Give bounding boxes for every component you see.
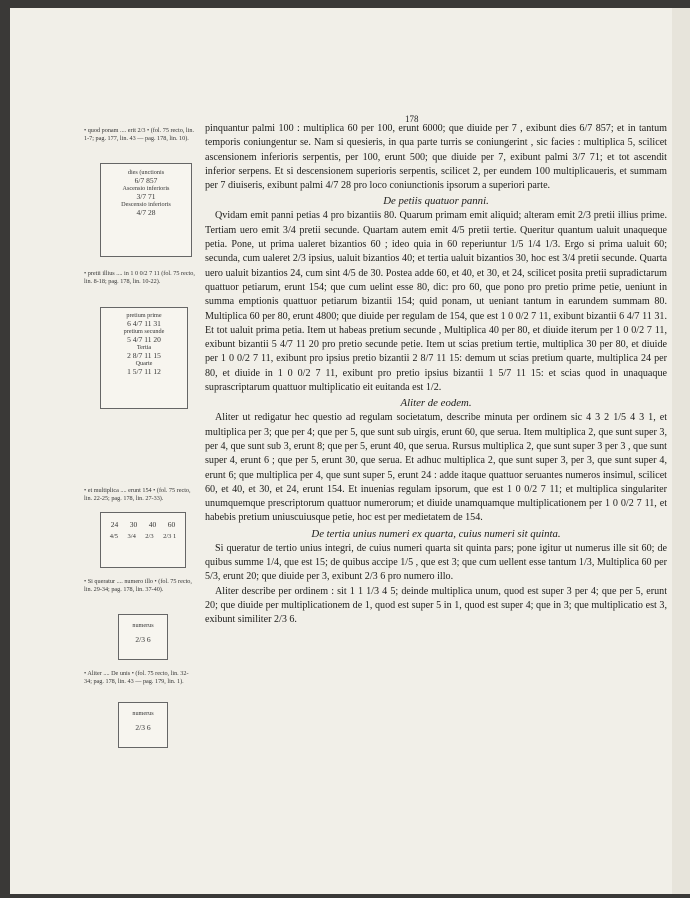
box-value: 3/7 71: [136, 192, 156, 201]
box-value: 2/3: [145, 533, 154, 540]
box-label: dies (unctionis: [127, 169, 165, 176]
box-value: 1 5/7 11 12: [127, 367, 161, 376]
box-value: 2/3 6: [135, 723, 151, 732]
margin-note: • Si queratur .... numero illo • (fol. 75 recto, lin. 29-34; pag. 178, lin. 37-40).: [84, 578, 192, 594]
box-value: 3/4: [127, 533, 136, 540]
paragraph: Aliter describe per ordinem : sit 1 1 1/3 4 5; deinde multiplica unum, quod est super 3 per 4; que per 5, erunt 20; que diuide per multiplicationem de 1, quod est super 5 in 1, quod est super 4; que in 3; que multiplicatio est 3, exibunt similiter 2/3 6.: [205, 585, 667, 626]
paragraph: pinquantur palmi 100 : multiplica 60 per 100, erunt 6000; que diuide per 7 , exibunt dies 6/7 857; et in tantum temporis coniungentur se. Nam si quesieris, in qua parte turris se coniungerint , sic facies : multiplica 5, scilicet ascensionem inferioris serpentis, per 100, erunt 500; que diuide per 7, exibunt palmi 3/7 71; et tot ascendit inferior serpens. Et si descensionem superioris serpentis, scilicet 2, per eundem 100 multiplicaueris, et summam per 7 diuiseris, exibunt palmi 4/7 28 pro loco coniunctionis ipsorum a superiori parte.: [205, 123, 667, 192]
box-label: Tertia: [136, 344, 152, 351]
section-heading: De tertia unius numeri ex quarta, cuius numeri sit quinta.: [311, 527, 561, 540]
box-value: 60: [167, 520, 176, 529]
margin-note: • Aliter .... De unis • (fol. 75 recto, lin. 32-34; pag. 178, lin. 43 — pag. 179, lin. 1).: [84, 670, 189, 686]
box-label: pretium secunde: [123, 328, 165, 335]
box-value: 24: [110, 520, 119, 529]
box-value: 6/7 857: [134, 176, 158, 185]
computation-box: [100, 163, 192, 257]
box-value: 30: [129, 520, 138, 529]
paragraph: Aliter ut redigatur hec questio ad regulam societatum, describe minuta per ordinem sic 4 3 2 1/5 4 3 1, et multiplica per 3; que per 4; que per 5, que sunt sub uirgis, erunt 60, que serua. Item multiplica 2, que sunt super 3, per 4, que sunt sub 3, erunt 8; que per 5, erunt 40, que serua. Rursus multiplica 2, que sunt super 3 per 3 , que sunt super 4, erunt 6 ; que per 5, erunt 30, que serua. Et adhuc multiplica 2, que sunt super 3, per 3, que sunt super 4, erunt 6; que multiplica per 4, que sunt super 5, erunt 24 : adde itaque quattuor seruantes numeros insimul, scilicet 60, et 40, et 30, et 24, erunt 154. Et inuenias regulam ipsorum, que est 1 0 0/2 7 11; et multiplica singulariter unumquemque prescriptorum quattuor numerorum; et diuide unamquamque multiplicationem per 1 0 0/2 7 11, et habebis pretium uniuscuiusque petie, hoc est per medietatem de 154.: [205, 412, 667, 524]
page-edge: [672, 8, 690, 894]
computation-box: [100, 307, 188, 409]
section-heading: Aliter de eodem.: [400, 397, 472, 410]
box-value: 2/3 6: [135, 635, 151, 644]
box-value: 2 8/7 11 15: [127, 351, 161, 360]
box-label: numerus: [132, 710, 154, 717]
box-label: Quarte: [135, 360, 153, 367]
section-heading: De petiis quatuor panni.: [383, 195, 489, 208]
margin-note: • et multiplica .... erunt 154 • (fol. 75 recto, lin. 22-25; pag. 178, lin. 27-33).: [84, 487, 191, 503]
box-label: pretium prime: [126, 312, 162, 319]
box-value: 40: [148, 520, 157, 529]
box-label: numerus: [132, 622, 154, 629]
box-value: 6 4/7 11 31: [127, 319, 161, 328]
box-label: Descensio inferioris: [121, 201, 171, 208]
margin-note: • quod ponam .... erit 2/3 • (fol. 75 recto, lin. 1-7; pag. 177, lin. 43 — pag. 178, lin. 10).: [84, 127, 195, 143]
computation-box: [100, 512, 186, 568]
box-value: 4/7 28: [136, 208, 156, 217]
paragraph: Si queratur de tertio unius integri, de cuius numeri quarta sit quinta pars; pone igitur ut numerus ille sit 60; de quibus summe 1/4, que est 15; de quibus accipe 1/5 , que est 3; que cum uellent esse tantum 1/3, Multiplica 60 per 5/3, erunt 20; que diuide per 3, exibunt 2/3 6 pro numero illo.: [205, 542, 667, 583]
computation-box: [118, 702, 168, 748]
box-label: Ascensio inferioris: [122, 185, 170, 192]
box-value: 2/3 1: [163, 533, 177, 540]
main-text: [205, 122, 667, 628]
margin-note: • pretii illius .... in 1 0 0/2 7 11 (fol. 75 recto, lin. 8-18; pag. 178, lin. 10-22).: [84, 270, 195, 286]
box-value: 4/5: [109, 533, 119, 540]
paragraph: Qvidam emit panni petias 4 pro bizantiis 80. Quarum primam emit aliquid; alteram emit 2/3 pretii illius prime. Tertiam uero emit 3/4 pretii secunde. Quartam autem emit 4/5 pretii tertie. Queritur quantum ualuit unaqueque petia. Pone, ut prima ualeret bizantios 60 ; ideo quia in 60 reperiuntur 1/5 1/4 1/3. Ergo si prima ualuit 60; secunda, cum ualeret 2/3 ipsius, ualuit bizantios 40; et tertia ualuit bizantios 30, hoc est 3/4 pretii secunde. Quarta uero ualuit bizantios 24, cum sint 4/5 de 30. Postea adde 60, et 40, et 30, et 24, scilicet posita pretii supradictarum quattuor petiarum, erunt 154; que cum uelint esse 80, dic: pro 60, que pono pro pretio prime petie, ueniunt in summa emptionis quattuor petiarum bizantii 154; quid ponam, ut ueniant tantum in earundem summam 80. Multiplica 60 per 80, erunt 4800; que diuide per regulam de 154, que est 1 0 0/2 7 11, exibunt bizantii 6 4/7 11 31. Et tot ualuit prima petia. Item ut habeas pretium secunde , Multiplica 40 per 80, et diuide iterum per 1 0 0/2 7 11, exibunt bizantii 5 4/7 11 20 pro pretio secunde petie. Item ut scias pretium tertie, multiplica 30 per 80, et diuide per 1 0 0/2 7 11, exibunt pro ipsius pretio bizantii 2 8/7 11 15: demum ut scias pretium quarte, multiplica 24 per 80, et diuide in 1 0 0/2 7 11, exibunt pro pretio ipsius bizantii 1 5/7 11 15: et scias quod in unaquaque suprascriptarum quattuor multiplicatio eit euitanda est 1/2.: [205, 210, 667, 394]
box-value: 5 4/7 11 20: [127, 335, 161, 344]
computation-box: [118, 614, 168, 660]
page-number: 178: [405, 114, 419, 124]
